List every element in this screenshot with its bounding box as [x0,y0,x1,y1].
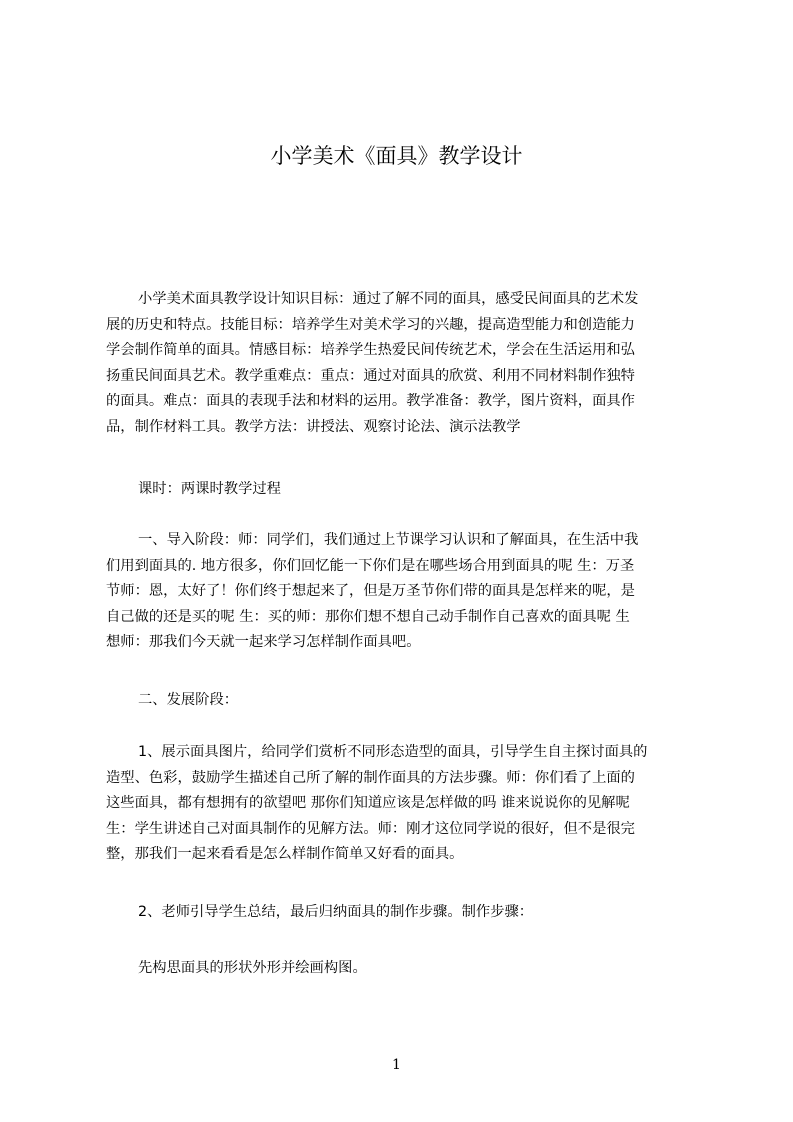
text-line: 造型、色彩，鼓励学生描述自己所了解的制作面具的方法步骤。师：你们看了上面的 [106,769,635,786]
text-line: 自己做的还是买的呢 生：买的师：那你们想不想自己动手制作自己喜欢的面具呢 生 [106,608,630,625]
text-line: 整，那我们一起来看看是怎么样制作简单又好看的面具。 [106,846,464,863]
paragraph-class-hours [106,477,702,503]
paragraph-objectives [106,287,702,441]
section-heading-development [106,688,702,714]
text-line: 展的历史和特点。技能目标：培养学生对美术学习的兴趣，提高造型能力和创造能力 [106,316,635,333]
paragraph-step-2 [106,900,702,926]
text-line: 学会制作简单的面具。情感目标：培养学生热爱民间传统艺术，学会在生活运用和弘 [106,342,635,359]
paragraph-step-1 [106,740,702,868]
text-line: 的面具。难点：面具的表现手法和材料的运用。教学准备：教学，图片资料，面具作 [106,393,635,410]
paragraph-first-step [106,956,702,982]
text-line: 生：学生讲述自己对面具制作的见解方法。师：刚才这位同学说的很好，但不是很完 [106,820,635,837]
paragraph-introduction [106,528,702,656]
text-line: 扬重民间面具艺术。教学重难点：重点：通过对面具的欣赏、利用不同材料制作独特 [106,367,635,384]
text-line: 二、发展阶段： [138,692,239,708]
text-line: 节师：恩，太好了！你们终于想起来了，但是万圣节你们带的面具是怎样来的呢，是 [106,583,635,600]
text-line: 1、展示面具图片，给同学们赏析不同形态造型的面具，引导学生自主探讨面具的 [138,744,648,760]
text-line: 先构思面具的形状外形并绘画构图。 [138,960,367,976]
text-line: 课时：两课时教学过程 [138,481,281,497]
text-line: 们用到面具的. 地方很多，你们回忆能一下你们是在哪些场合用到面具的呢 生：万圣 [106,557,635,574]
document-title: 小学美术《面具》教学设计 [270,144,523,168]
text-line: 2、老师引导学生总结，最后归纳面具的制作步骤。制作步骤： [138,904,534,920]
page-number: 1 [392,1057,401,1073]
text-line: 小学美术面具教学设计知识目标：通过了解不同的面具，感受民间面具的艺术发 [138,291,639,307]
text-line: 一、导入阶段：师：同学们，我们通过上节课学习认识和了解面具，在生活中我 [138,532,639,548]
text-line: 想师：那我们今天就一起来学习怎样制作面具吧。 [106,634,421,651]
text-line: 品，制作材料工具。教学方法：讲授法、观察讨论法、演示法教学 [106,418,521,435]
text-line: 这些面具，都有想拥有的欲望吧 那你们知道应该是怎样做的吗 谁来说说你的见解呢 [106,795,630,812]
